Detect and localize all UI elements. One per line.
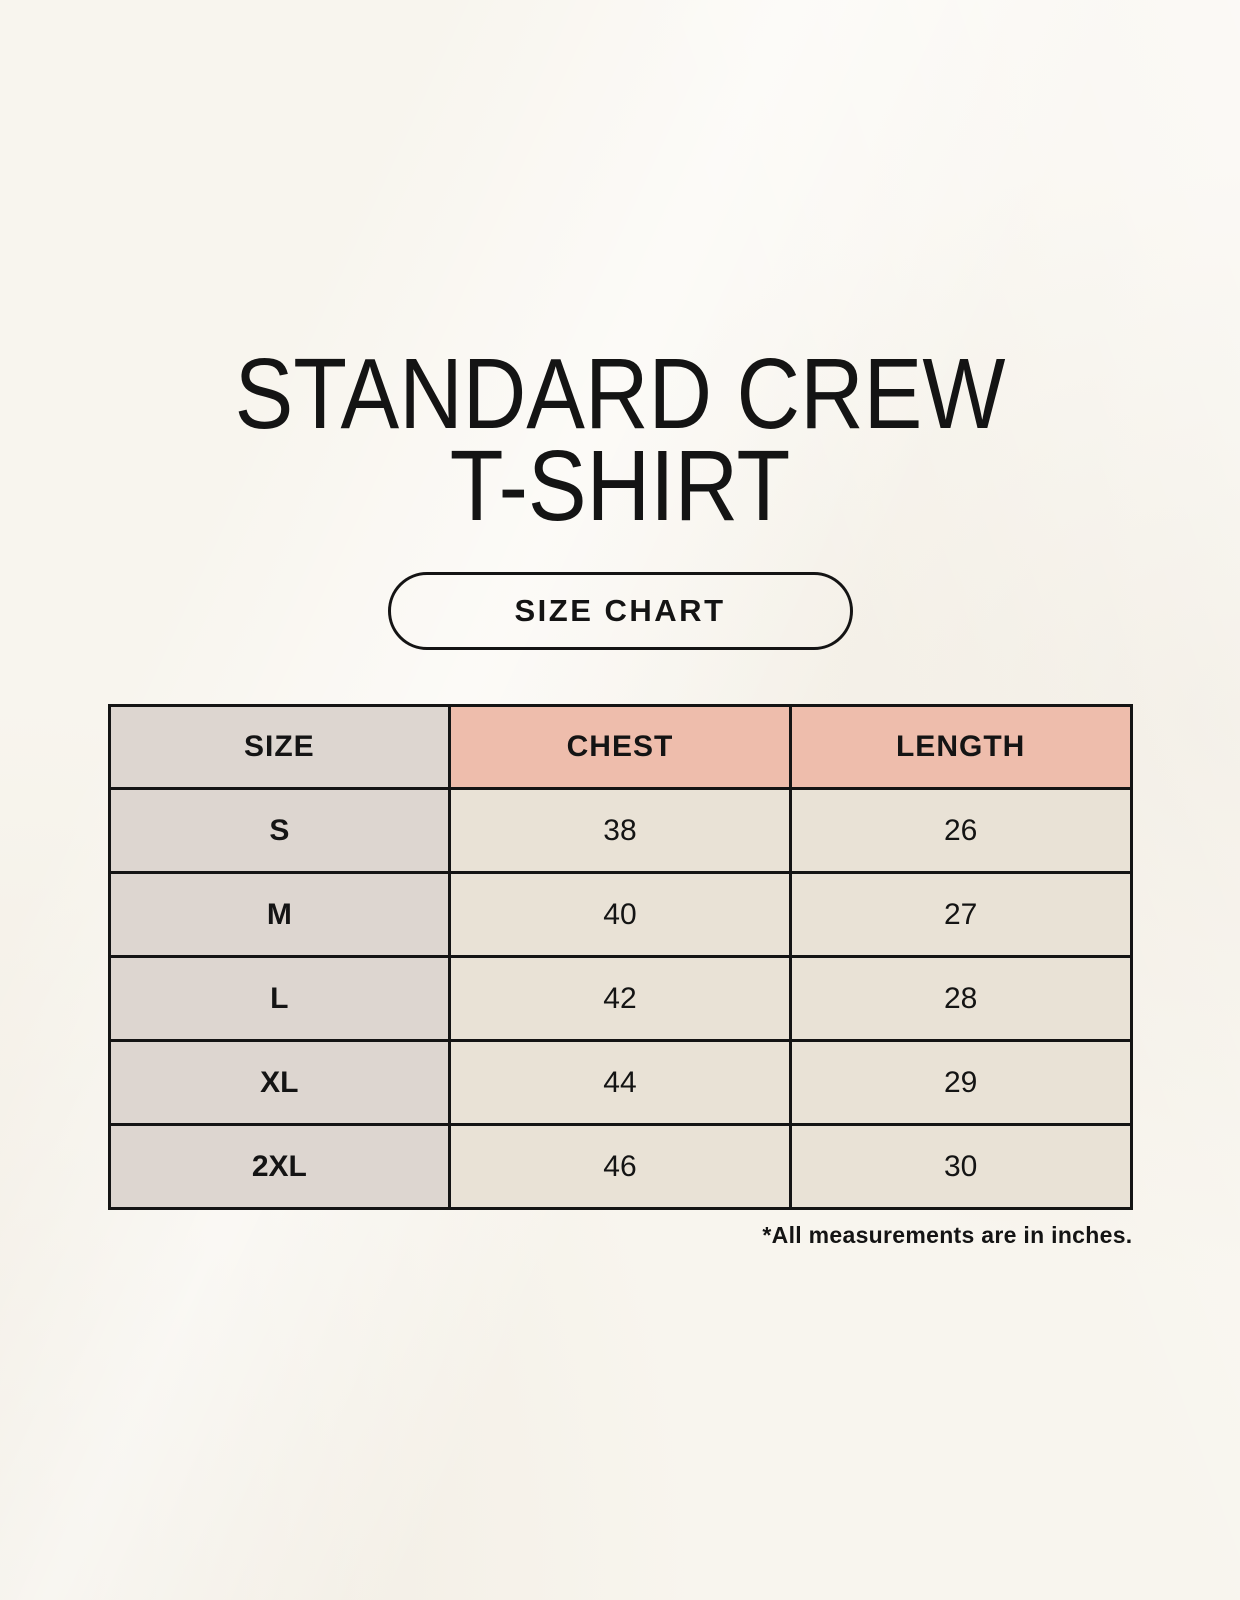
cell-chest: 38: [450, 789, 791, 873]
table-row: [109, 1041, 1131, 1125]
cell-size: S: [109, 789, 450, 873]
column-header-chest: CHEST: [450, 706, 791, 789]
table-header-row: [109, 706, 1131, 789]
column-header-size: SIZE: [109, 706, 450, 789]
cell-chest: 44: [450, 1041, 791, 1125]
size-chart-button-label: SIZE CHART: [514, 593, 726, 628]
footnote-container: [108, 1222, 1133, 1249]
cell-length: 26: [790, 789, 1131, 873]
table-row: [109, 873, 1131, 957]
cell-length: 28: [790, 957, 1131, 1041]
size-table: [108, 704, 1133, 1210]
cell-size: L: [109, 957, 450, 1041]
cell-chest: 46: [450, 1125, 791, 1209]
cell-size: 2XL: [109, 1125, 450, 1209]
table-row: [109, 957, 1131, 1041]
cell-length: 27: [790, 873, 1131, 957]
page-title-line1: STANDARD CREW: [234, 338, 1006, 450]
cell-length: 29: [790, 1041, 1131, 1125]
cell-size: XL: [109, 1041, 450, 1125]
footnote: *All measurements are in inches.: [762, 1222, 1133, 1248]
page-title-line2: T-SHIRT: [449, 430, 791, 542]
cell-length: 30: [790, 1125, 1131, 1209]
table-row: [109, 1125, 1131, 1209]
page-title: [74, 0, 1165, 542]
cell-chest: 42: [450, 957, 791, 1041]
table-row: [109, 789, 1131, 873]
cell-size: M: [109, 873, 450, 957]
size-chart-button[interactable]: [388, 572, 853, 650]
column-header-length: LENGTH: [790, 706, 1131, 789]
cell-chest: 40: [450, 873, 791, 957]
